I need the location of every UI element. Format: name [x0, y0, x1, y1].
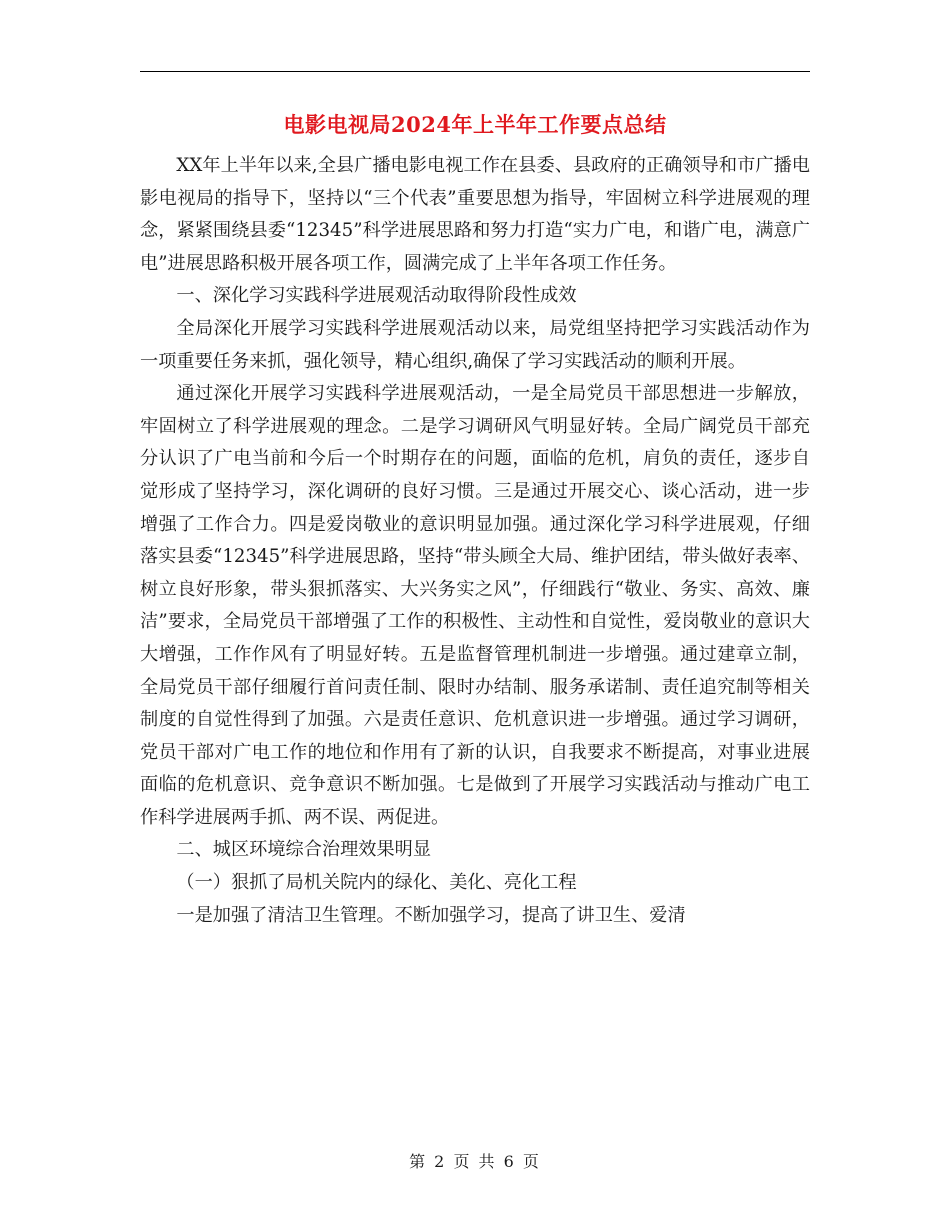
- section-heading-2: 二、城区环境综合治理效果明显: [176, 839, 432, 861]
- section-heading-1: 一、深化学习实践科学进展观活动取得阶段性成效: [176, 285, 577, 307]
- document-title: 电影电视局2024年上半年工作要点总结: [283, 112, 667, 137]
- page-number: 第 2 页 共 6 页: [409, 1152, 541, 1171]
- paragraph-cleaning: 一是加强了清洁卫生管理。不断加强学习，提高了讲卫生、爱清: [176, 904, 686, 926]
- document-body: [140, 150, 810, 932]
- subsection-heading-1: （一）狠抓了局机关院内的绿化、美化、亮化工程: [176, 872, 577, 894]
- paragraph-intro: XX年上半年以来,全县广播电影电视工作在县委、县政府的正确领导和市广播电影电视局的指导下，坚持以“三个代表”重要思想为指导，牢固树立科学进展观的理念，紧紧围绕县委“12345”科学进展思路和努力打造“实力广电，和谐广电，满意广电”进展思路积极开展各项工作，圆满完成了上半年各项工作任务。: [140, 155, 810, 274]
- paragraph-study-activity: 全局深化开展学习实践科学进展观活动以来，局党组坚持把学习实践活动作为一项重要任务来抓，强化领导，精心组织,确保了学习实践活动的顺利开展。: [140, 317, 810, 372]
- paragraph-achievements: 通过深化开展学习实践科学进展观活动，一是全局党员干部思想进一步解放，牢固树立了科学进展观的理念。二是学习调研风气明显好转。全局广阔党员干部充分认识了广电当前和今后一个时期存在的问题，面临的危机，肩负的责任，逐步自觉形成了坚持学习，深化调研的良好习惯。三是通过开展交心、谈心活动，进一步增强了工作合力。四是爱岗敬业的意识明显加强。通过深化学习科学进展观，仔细落实县委“12345”科学进展思路，坚持“带头顾全大局、维护团结，带头做好表率、树立良好形象，带头狠抓落实、大兴务实之风”，仔细践行“敬业、务实、高效、廉洁”要求，全局党员干部增强了工作的积极性、主动性和自觉性，爱岗敬业的意识大大增强，工作作风有了明显好转。五是监督管理机制进一步增强。通过建章立制，全局党员干部仔细履行首问责任制、限时办结制、服务承诺制、责任追究制等相关制度的自觉性得到了加强。六是责任意识、危机意识进一步增强。通过学习调研，党员干部对广电工作的地位和作用有了新的认识，自我要求不断提高，对事业进展面临的危机意识、竞争意识不断加强。七是做到了开展学习实践活动与推动广电工作科学进展两手抓、两不误、两促进。: [140, 383, 810, 828]
- header-rule: [140, 71, 810, 72]
